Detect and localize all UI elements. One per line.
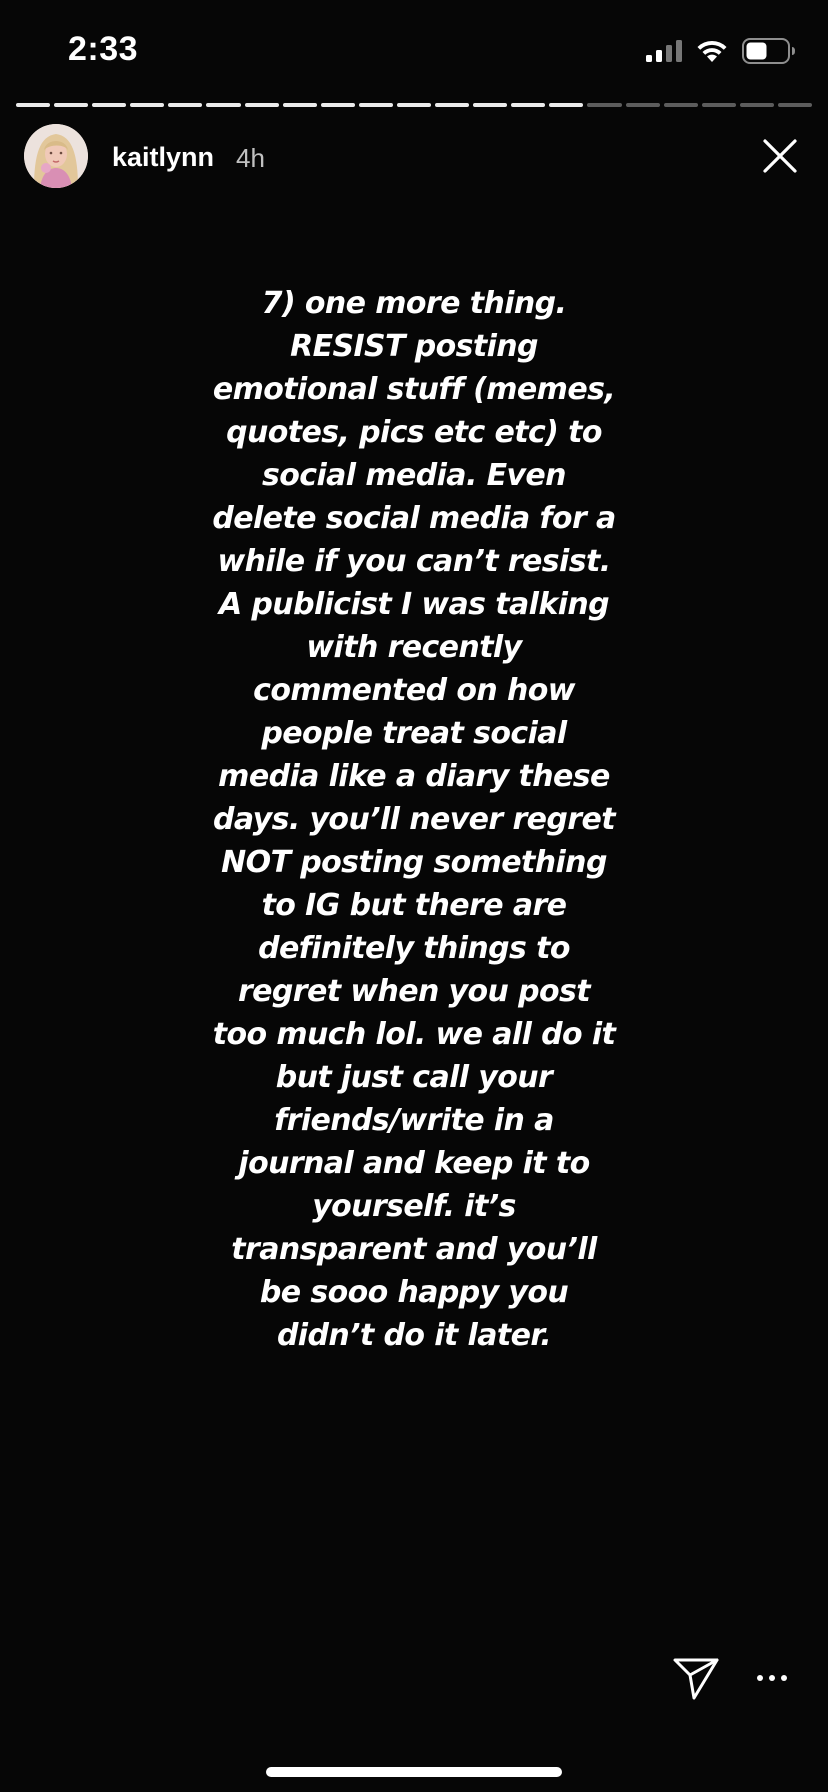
story-text-line: while if you can’t resist. [217,544,611,579]
post-time: 4h [236,143,265,173]
progress-segment [778,103,812,107]
story-text-line: emotional stuff (memes, [212,372,616,407]
avatar[interactable] [24,124,88,188]
story-text [170,282,658,1357]
story-text-line: didn’t do it later. [276,1318,552,1353]
progress-segment [702,103,736,107]
progress-segment [473,103,507,107]
progress-segment [168,103,202,107]
story-text-line: be sooo happy you [259,1275,569,1310]
story-text-line: with recently [306,630,522,665]
status-time: 2:33 [68,30,139,68]
send-icon [672,1654,720,1702]
progress-segment [283,103,317,107]
close-icon [756,132,804,180]
story-text-line: days. you’ll never regret [213,802,615,837]
more-options-button[interactable] [752,1662,792,1694]
progress-segment [740,103,774,107]
progress-segment [397,103,431,107]
status-icons [646,36,796,66]
story-text-line: regret when you post [237,974,590,1009]
story-text-line: to IG but there are [261,888,567,923]
battery-icon [742,38,796,64]
progress-segment [549,103,583,107]
progress-segment [587,103,621,107]
progress-segment [435,103,469,107]
story-text-line: quotes, pics etc etc) to [226,415,602,450]
story-text-line: commented on how [253,673,575,708]
story-header [24,122,804,190]
story-text-line: but just call your [275,1060,553,1095]
story-text-line: media like a diary these [218,759,610,794]
story-text-line: social media. Even [262,458,566,493]
story-text-line: people treat social [261,716,567,751]
progress-segment [130,103,164,107]
progress-segment [245,103,279,107]
story-text-line: delete social media for a [212,501,616,536]
story-progress-bar [16,103,812,107]
home-indicator[interactable] [266,1767,562,1777]
story-text-line: A publicist I was talking [218,587,610,622]
avatar-image [24,124,88,188]
progress-segment [359,103,393,107]
progress-segment [321,103,355,107]
progress-segment [92,103,126,107]
cellular-signal-icon [646,40,682,62]
story-text-line: definitely things to [258,931,570,966]
progress-segment [664,103,698,107]
username[interactable]: kaitlynn [112,142,215,172]
story-text-line: 7) one more thing. [261,286,567,321]
progress-segment [54,103,88,107]
story-text-line: journal and keep it to [238,1146,590,1181]
story-text-line: NOT posting something [221,845,607,880]
progress-segment [626,103,660,107]
send-button[interactable] [672,1654,720,1702]
progress-segment [16,103,50,107]
story-text-line: RESIST posting [290,329,538,364]
close-button[interactable] [756,132,804,180]
story-text-line: yourself. it’s [312,1189,516,1224]
progress-segment [511,103,545,107]
progress-segment [206,103,240,107]
wifi-icon [696,39,728,63]
story-text-line: transparent and you’ll [231,1232,597,1267]
story-text-line: too much lol. we all do it [212,1017,616,1052]
status-bar [0,0,828,96]
story-text-line: friends/write in a [274,1103,554,1138]
more-options-icon [752,1662,792,1694]
